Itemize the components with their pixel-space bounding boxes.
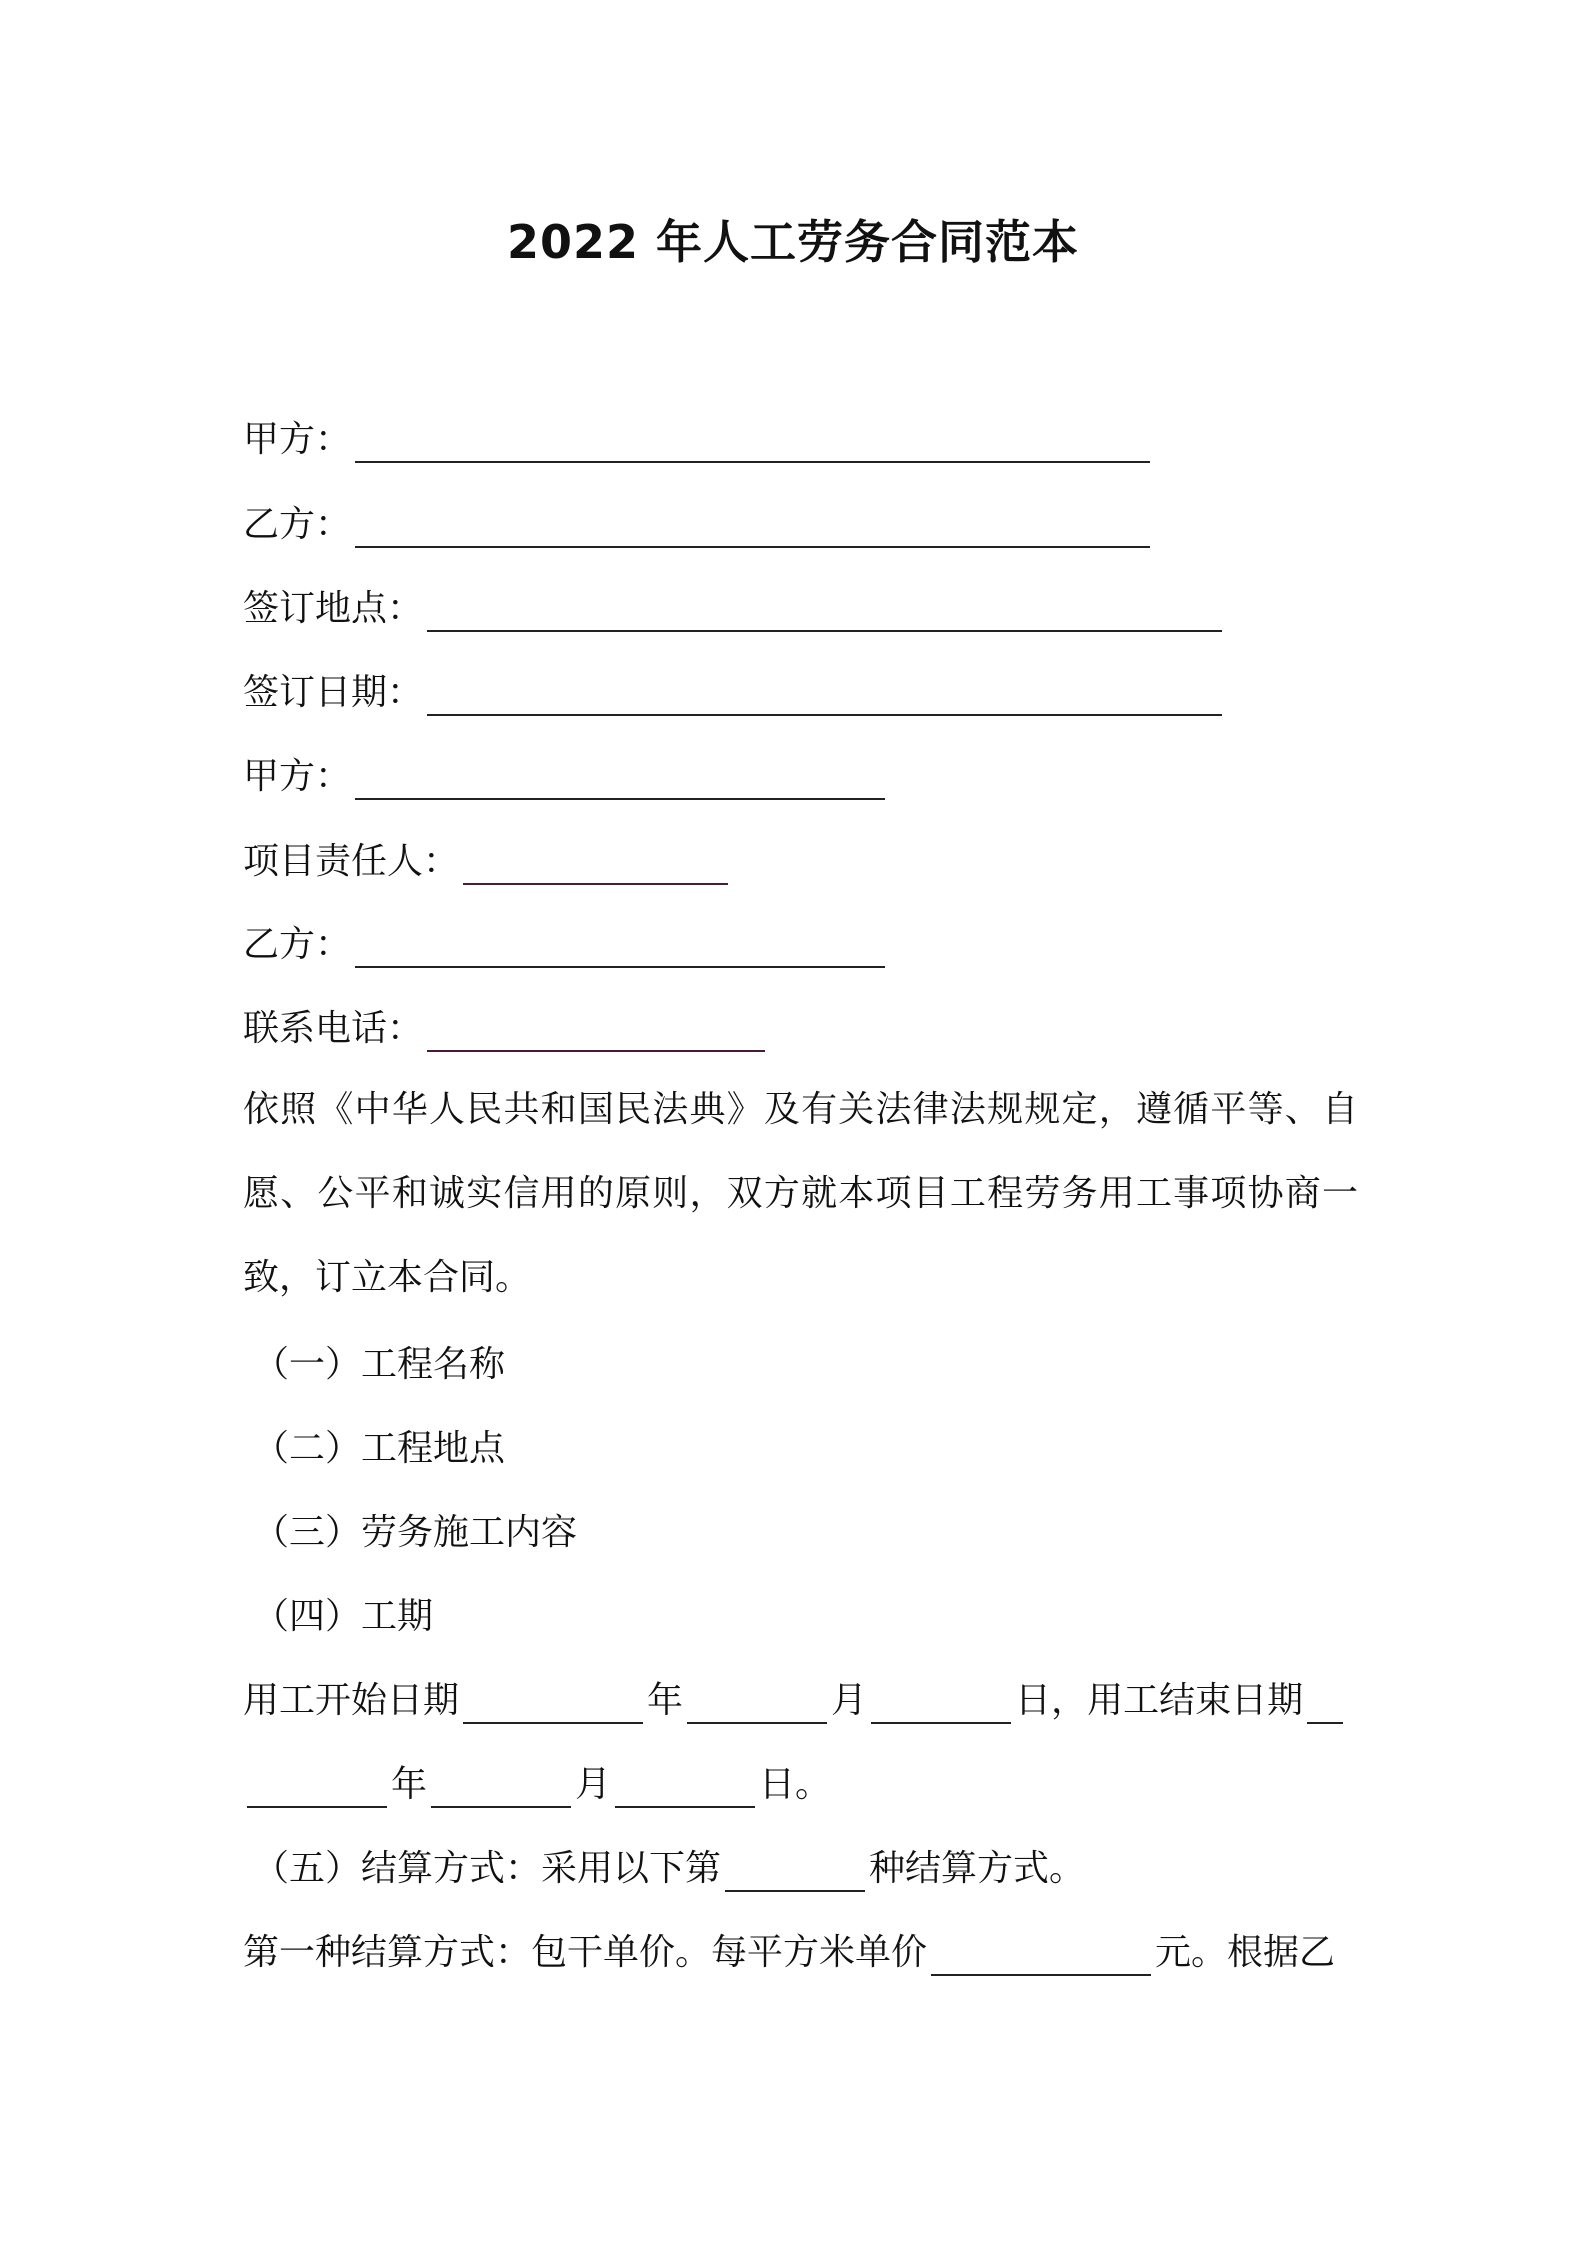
- section-period: （四）工期: [253, 1596, 434, 1637]
- start-year-label: 年: [647, 1680, 684, 1721]
- end-day-blank[interactable]: [615, 1762, 755, 1808]
- period-line-2: [243, 1755, 831, 1815]
- party-a-label: 甲方：: [243, 419, 352, 460]
- sign-place-line: [243, 579, 1226, 639]
- settlement-first-suffix: 元。根据乙: [1155, 1932, 1336, 1973]
- section-project-location: （二）工程地点: [253, 1428, 506, 1469]
- contact-party-a-line: [243, 747, 889, 807]
- project-leader-line: [243, 832, 732, 892]
- end-date-label: 用工结束日期: [1087, 1680, 1304, 1721]
- end-month-blank[interactable]: [431, 1762, 571, 1808]
- end-year-blank-part2[interactable]: [247, 1762, 387, 1808]
- start-month-blank[interactable]: [687, 1678, 827, 1724]
- section-labor-content: （三）劳务施工内容: [253, 1512, 578, 1553]
- phone-line: [243, 999, 769, 1059]
- phone-blank[interactable]: [427, 1006, 765, 1052]
- phone-label: 联系电话：: [243, 1008, 424, 1049]
- sign-place-blank[interactable]: [427, 586, 1222, 632]
- end-year-label: 年: [391, 1764, 428, 1805]
- start-month-label: 月: [831, 1680, 868, 1721]
- party-b-label: 乙方：: [243, 504, 352, 545]
- party-a-blank[interactable]: [355, 417, 1150, 463]
- start-day-blank[interactable]: [871, 1678, 1011, 1724]
- period-line-1: [243, 1671, 1347, 1731]
- party-b-blank[interactable]: [355, 502, 1150, 548]
- contact-party-a-blank[interactable]: [355, 754, 885, 800]
- project-leader-label: 项目责任人：: [243, 841, 460, 882]
- start-day-label: 日，: [1015, 1680, 1088, 1721]
- end-day-label: 日。: [759, 1764, 832, 1805]
- start-date-label: 用工开始日期: [243, 1680, 460, 1721]
- contact-party-b-label: 乙方：: [243, 924, 352, 965]
- party-b-line: [243, 495, 1154, 555]
- settlement-first-prefix: 第一种结算方式：包干单价。每平方米单价: [243, 1932, 928, 1973]
- document-title: 2022 年人工劳务合同范本: [506, 215, 1080, 269]
- contact-party-a-label: 甲方：: [243, 756, 352, 797]
- settlement-first-line: [243, 1923, 1335, 1983]
- settlement-heading-line: [253, 1839, 1085, 1899]
- sign-date-blank[interactable]: [427, 670, 1222, 716]
- end-month-label: 月: [575, 1764, 612, 1805]
- intro-paragraph: 依照《中华人民共和国民法典》及有关法律法规规定，遵循平等、自愿、公平和诚实信用的原则，双方就本项目工程劳务用工事项协商一致，订立本合同。: [243, 1089, 1358, 1298]
- party-a-line: [243, 410, 1154, 470]
- project-leader-blank[interactable]: [463, 839, 728, 885]
- start-year-blank[interactable]: [463, 1678, 643, 1724]
- settlement-choice-blank[interactable]: [725, 1846, 865, 1892]
- section-project-name: （一）工程名称: [253, 1344, 506, 1385]
- contact-party-b-blank[interactable]: [355, 922, 885, 968]
- unit-price-blank[interactable]: [931, 1930, 1151, 1976]
- sign-place-label: 签订地点：: [243, 588, 424, 629]
- settlement-heading-suffix: 种结算方式。: [869, 1848, 1086, 1889]
- sign-date-line: [243, 663, 1226, 723]
- settlement-heading-prefix: （五）结算方式：采用以下第: [253, 1848, 722, 1889]
- end-year-blank-part1[interactable]: [1307, 1678, 1343, 1724]
- sign-date-label: 签订日期：: [243, 672, 424, 713]
- contact-party-b-line: [243, 915, 889, 975]
